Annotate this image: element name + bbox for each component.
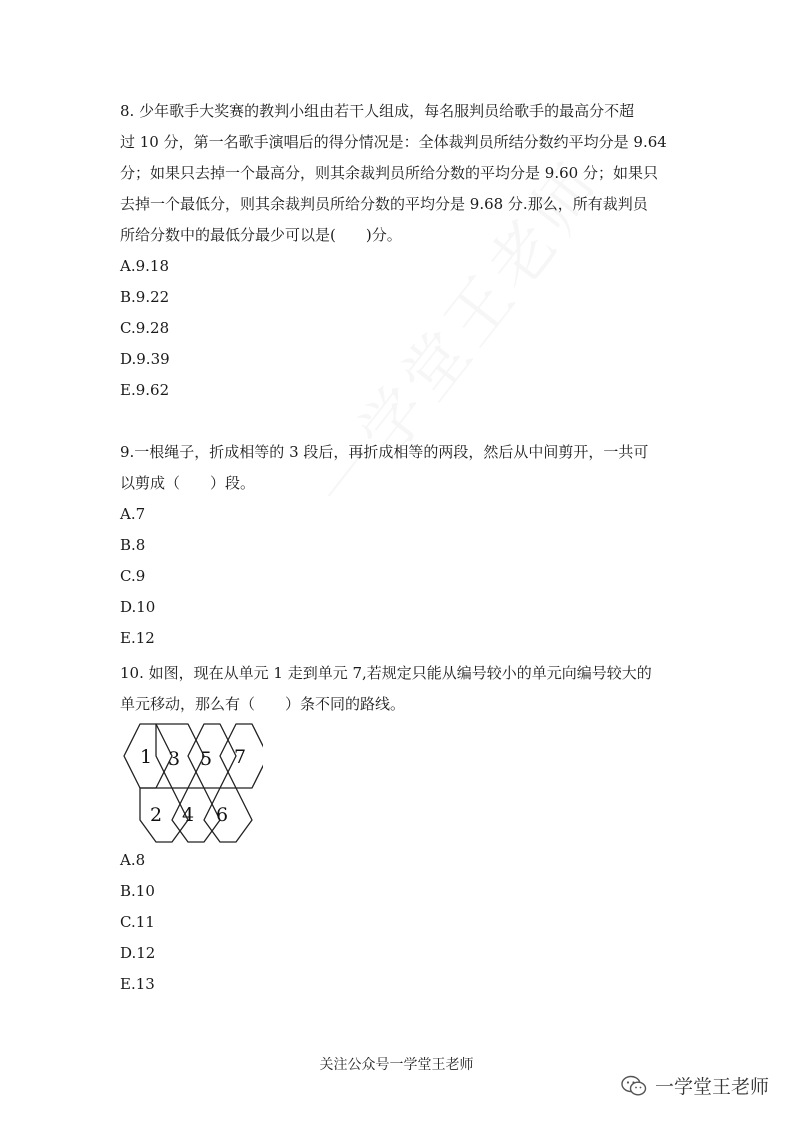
question-8-option-d: D.9.39 bbox=[120, 350, 170, 368]
question-9 bbox=[120, 437, 675, 654]
question-8-line: 去掉一个最低分，则其余裁判员所给分数的平均分是 9.68 分.那么，所有裁判员 bbox=[120, 195, 648, 213]
hex-cell-label: 2 bbox=[149, 804, 163, 826]
question-10-line: 单元移动，那么有（ ）条不同的路线。 bbox=[120, 695, 406, 713]
hex-cell-label: 4 bbox=[181, 804, 195, 826]
question-8-option-c: C.9.28 bbox=[120, 319, 170, 337]
hex-cell-label: 5 bbox=[199, 748, 213, 770]
hexagon-cell-diagram bbox=[118, 722, 263, 844]
account-name: 一学堂王老师 bbox=[654, 1076, 769, 1098]
question-9-option-e: E.12 bbox=[120, 629, 155, 647]
question-10-option-e: E.13 bbox=[120, 975, 155, 993]
hex-cell-label: 6 bbox=[215, 804, 229, 826]
question-9-option-c: C.9 bbox=[120, 567, 146, 585]
question-8-line: 8. 少年歌手大奖赛的教判小组由若干人组成，每名服判员给歌手的最高分不超 bbox=[120, 102, 635, 120]
question-10-option-c: C.11 bbox=[120, 913, 155, 931]
question-9-option-b: B.8 bbox=[120, 536, 146, 554]
question-8-option-a: A.9.18 bbox=[120, 257, 169, 275]
hex-cell-4 bbox=[172, 788, 220, 842]
hex-cell-2 bbox=[140, 788, 188, 842]
question-10-option-d: D.12 bbox=[120, 944, 156, 962]
account-brand[interactable] bbox=[621, 1072, 769, 1099]
question-8-line: 所给分数中的最低分最少可以是( )分。 bbox=[120, 226, 402, 244]
question-10-line: 10. 如图，现在从单元 1 走到单元 7,若规定只能从编号较小的单元向编号较大的 bbox=[120, 664, 652, 682]
question-8-line: 过 10 分，第一名歌手演唱后的得分情况是：全体裁判员所结分数约平均分是 9.64 bbox=[120, 133, 667, 151]
question-8-line: 分；如果只去掉一个最高分，则其余裁判员所给分数的平均分是 9.60 分；如果只 bbox=[120, 164, 658, 182]
wechat-icon bbox=[621, 1075, 647, 1097]
hex-cell-label: 1 bbox=[139, 746, 153, 768]
question-9-line: 9.一根绳子，折成相等的 3 段后，再折成相等的两段，然后从中间剪开，一共可 bbox=[120, 443, 649, 461]
page-footer: 关注公众号一学堂王老师 bbox=[319, 1057, 474, 1073]
question-10-options bbox=[120, 845, 155, 1000]
question-10-option-b: B.10 bbox=[120, 882, 155, 900]
question-10-option-a: A.8 bbox=[120, 851, 146, 869]
question-8 bbox=[120, 96, 675, 406]
question-8-option-b: B.9.22 bbox=[120, 288, 170, 306]
question-9-option-a: A.7 bbox=[120, 505, 146, 523]
hex-cell-label: 7 bbox=[233, 746, 247, 768]
question-9-option-d: D.10 bbox=[120, 598, 156, 616]
hex-cell-label: 3 bbox=[167, 748, 181, 770]
question-9-line: 以剪成（ ）段。 bbox=[120, 474, 256, 492]
question-8-option-e: E.9.62 bbox=[120, 381, 170, 399]
question-10 bbox=[120, 658, 675, 720]
